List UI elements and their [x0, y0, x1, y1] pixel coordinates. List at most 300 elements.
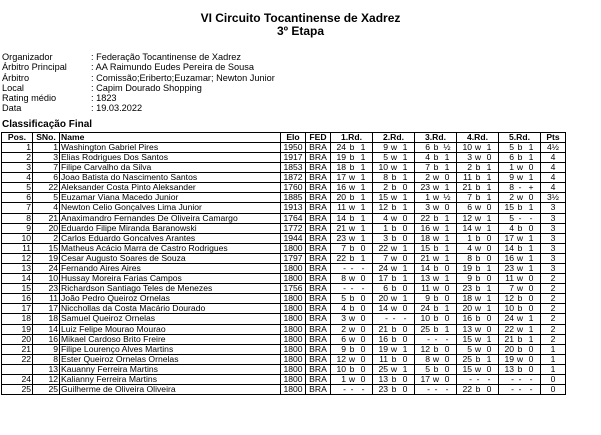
- round-opponent: 5: [383, 152, 388, 162]
- cell-name: Nicchollas da Costa Macário Dourado: [60, 304, 281, 314]
- cell-name: Hussay Moreira Farias Campos: [60, 274, 281, 284]
- cell-round-2: [373, 203, 415, 213]
- round-opponent: 6: [467, 202, 472, 213]
- round-opponent: 21: [462, 182, 472, 193]
- round-result: 0: [528, 273, 534, 284]
- round-color: b: [517, 364, 523, 374]
- section-title: Classificação Final: [2, 118, 93, 130]
- cell-pos: 18: [2, 314, 33, 324]
- round-color: w: [390, 192, 398, 203]
- round-result: 0: [402, 324, 408, 334]
- round-color: b: [475, 273, 481, 284]
- round-opponent: 20: [378, 293, 388, 304]
- cell-round-2: [373, 142, 415, 152]
- cell-round-4: [457, 243, 499, 253]
- cell-round-4: [457, 354, 499, 364]
- round-opponent: -: [427, 384, 430, 395]
- cell-round-3: [415, 334, 457, 344]
- round-result: 0: [528, 354, 534, 364]
- cell-pos: 6: [2, 193, 33, 203]
- round-color: b: [433, 364, 439, 374]
- round-color: b: [433, 344, 439, 354]
- round-color: b: [475, 384, 481, 395]
- round-opponent: 7: [509, 283, 514, 294]
- round-result: 1: [402, 263, 408, 273]
- cell-elo: 1772: [281, 223, 306, 233]
- cell-fed: BRA: [306, 364, 331, 374]
- cell-round-2: [373, 284, 415, 294]
- cell-name: Joao Batista do Nascimento Santos: [60, 173, 281, 183]
- round-result: 1: [360, 152, 366, 162]
- round-color: w: [432, 354, 440, 364]
- cell-round-1: [331, 233, 373, 243]
- cell-round-1: [331, 324, 373, 334]
- round-result: 1: [528, 313, 534, 324]
- round-result: 1: [402, 202, 408, 213]
- cell-fed: BRA: [306, 344, 331, 354]
- round-color: w: [474, 293, 482, 304]
- table-row: [2, 152, 566, 162]
- round-opponent: -: [343, 283, 346, 294]
- round-color: w: [474, 344, 482, 354]
- round-opponent: 8: [341, 273, 346, 284]
- cell-pos: 7: [2, 203, 33, 213]
- round-opponent: 1: [425, 192, 430, 203]
- cell-round-2: [373, 344, 415, 354]
- cell-round-4: [457, 324, 499, 334]
- cell-round-1: [331, 253, 373, 263]
- round-color: w: [474, 223, 482, 233]
- round-color: b: [517, 152, 523, 162]
- cell-round-5: [499, 213, 541, 223]
- cell-fed: BRA: [306, 203, 331, 213]
- round-result: 0: [444, 364, 450, 374]
- round-opponent: 21: [336, 223, 346, 233]
- cell-round-4: [457, 173, 499, 183]
- round-color: w: [474, 243, 482, 253]
- cell-fed: BRA: [306, 243, 331, 253]
- round-color: b: [391, 233, 397, 243]
- round-result: 1: [360, 172, 366, 183]
- cell-sno: 23: [33, 284, 60, 294]
- cell-round-4: [457, 213, 499, 223]
- round-color: b: [349, 152, 355, 162]
- round-opponent: 23: [420, 182, 430, 193]
- cell-round-1: [331, 314, 373, 324]
- cell-round-5: [499, 344, 541, 354]
- cell-round-1: [331, 223, 373, 233]
- round-result: -: [445, 384, 449, 395]
- cell-name: Kauanny Ferreira Martins: [60, 364, 281, 374]
- round-color: w: [516, 253, 524, 263]
- round-color: w: [516, 192, 524, 203]
- round-opponent: 14: [378, 303, 388, 314]
- cell-pts: 3½: [541, 193, 566, 203]
- round-opponent: 4: [467, 243, 472, 253]
- cell-fed: BRA: [306, 294, 331, 304]
- round-opponent: 21: [420, 253, 430, 263]
- round-opponent: 1: [467, 233, 472, 243]
- cell-round-4: [457, 163, 499, 173]
- cell-fed: BRA: [306, 375, 331, 385]
- round-opponent: 22: [336, 253, 346, 263]
- round-result: 1: [486, 223, 492, 233]
- round-opponent: 7: [383, 253, 388, 263]
- cell-sno: 1: [33, 142, 60, 152]
- cell-round-2: [373, 334, 415, 344]
- round-color: -: [434, 334, 438, 344]
- round-opponent: 12: [462, 213, 472, 223]
- round-result: 1: [360, 223, 366, 233]
- round-opponent: 5: [509, 142, 514, 152]
- round-opponent: 12: [378, 202, 388, 213]
- cell-round-5: [499, 364, 541, 374]
- round-result: 0: [486, 384, 492, 395]
- cell-round-5: [499, 294, 541, 304]
- round-opponent: 23: [462, 283, 472, 294]
- cell-round-3: [415, 314, 457, 324]
- round-color: w: [390, 344, 398, 354]
- round-color: w: [474, 364, 482, 374]
- round-color: b: [433, 324, 439, 334]
- round-color: b: [349, 243, 355, 253]
- cell-elo: 1760: [281, 183, 306, 193]
- round-opponent: 2: [467, 162, 472, 173]
- cell-pts: 2: [541, 334, 566, 344]
- round-color: b: [433, 303, 439, 314]
- cell-round-1: [331, 203, 373, 213]
- column-header: Pos.: [2, 132, 33, 142]
- round-color: w: [390, 263, 398, 273]
- round-result: 0: [444, 283, 450, 294]
- round-color: b: [349, 344, 355, 354]
- round-result: -: [361, 283, 365, 294]
- cell-round-2: [373, 163, 415, 173]
- cell-elo: 1764: [281, 213, 306, 223]
- round-color: b: [475, 263, 481, 273]
- cell-round-1: [331, 193, 373, 203]
- round-result: 1: [360, 233, 366, 243]
- round-opponent: 15: [462, 364, 472, 374]
- round-color: w: [474, 142, 482, 152]
- round-opponent: 15: [504, 202, 514, 213]
- cell-elo: 1872: [281, 173, 306, 183]
- round-color: -: [476, 374, 480, 385]
- cell-round-5: [499, 183, 541, 193]
- round-opponent: 20: [504, 344, 514, 354]
- tournament-info: [0, 52, 601, 114]
- cell-name: Anaximandro Fernandes De Oliveira Camargo: [60, 213, 281, 223]
- round-result: 0: [402, 374, 408, 385]
- cell-round-5: [499, 324, 541, 334]
- round-result: ½: [443, 142, 451, 152]
- round-opponent: 15: [378, 192, 388, 203]
- round-color: b: [517, 223, 523, 233]
- round-opponent: 2: [425, 172, 430, 183]
- round-result: 0: [486, 273, 492, 284]
- round-opponent: 20: [336, 192, 346, 203]
- round-color: w: [348, 233, 356, 243]
- cell-round-4: [457, 152, 499, 162]
- round-color: b: [475, 313, 481, 324]
- round-color: b: [517, 303, 523, 314]
- round-opponent: 23: [336, 233, 346, 243]
- cell-round-5: [499, 304, 541, 314]
- round-opponent: -: [511, 384, 514, 395]
- round-result: -: [361, 263, 365, 273]
- round-opponent: 22: [420, 213, 430, 223]
- round-opponent: 13: [462, 324, 472, 334]
- round-result: 0: [444, 172, 450, 183]
- cell-round-1: [331, 163, 373, 173]
- cell-round-4: [457, 264, 499, 274]
- round-opponent: 11: [463, 172, 472, 183]
- info-label: Data: [2, 103, 22, 114]
- cell-round-4: [457, 183, 499, 193]
- round-result: 0: [528, 192, 534, 203]
- round-result: 0: [402, 354, 408, 364]
- cell-pos: 21: [2, 344, 33, 354]
- cell-round-3: [415, 284, 457, 294]
- round-color: b: [517, 334, 523, 344]
- cell-round-3: [415, 375, 457, 385]
- round-color: -: [518, 374, 522, 385]
- round-opponent: 18: [336, 162, 346, 173]
- round-result: 0: [486, 324, 492, 334]
- round-opponent: 9: [425, 293, 430, 304]
- round-result: 1: [360, 202, 366, 213]
- column-header: Pts: [541, 132, 566, 142]
- cell-sno: 24: [33, 264, 60, 274]
- round-opponent: 10: [378, 162, 388, 173]
- cell-name: Euzamar Viana Macedo Junior: [60, 193, 281, 203]
- round-result: 0: [444, 354, 450, 364]
- round-opponent: 18: [462, 293, 472, 304]
- round-result: 0: [360, 354, 366, 364]
- round-result: 1: [402, 142, 408, 152]
- cell-fed: BRA: [306, 314, 331, 324]
- round-opponent: 14: [336, 213, 346, 223]
- round-color: w: [516, 263, 524, 273]
- round-color: b: [475, 182, 481, 193]
- round-opponent: 5: [467, 344, 472, 354]
- cell-round-2: [373, 152, 415, 162]
- cell-sno: 13: [33, 364, 60, 374]
- round-color: b: [391, 334, 397, 344]
- round-opponent: 19: [504, 354, 514, 364]
- info-row: [0, 103, 601, 113]
- round-opponent: 16: [504, 253, 514, 263]
- cell-elo: 1800: [281, 314, 306, 324]
- round-result: 0: [528, 162, 534, 173]
- round-opponent: 11: [421, 283, 430, 294]
- cell-sno: 6: [33, 173, 60, 183]
- round-color: b: [475, 233, 481, 243]
- cell-round-1: [331, 183, 373, 193]
- round-opponent: 2: [509, 192, 514, 203]
- round-opponent: 6: [509, 152, 514, 162]
- cell-round-3: [415, 364, 457, 374]
- round-color: w: [348, 223, 356, 233]
- round-opponent: 2: [341, 324, 346, 334]
- round-color: w: [516, 313, 524, 324]
- round-opponent: 17: [336, 172, 346, 183]
- round-opponent: 7: [467, 192, 472, 203]
- cell-round-3: [415, 223, 457, 233]
- cell-fed: BRA: [306, 213, 331, 223]
- cell-pos: 10: [2, 233, 33, 243]
- round-result: 0: [444, 293, 450, 304]
- cell-name: Cesar Augusto Soares de Souza: [60, 253, 281, 263]
- round-color: w: [390, 213, 398, 223]
- round-opponent: -: [469, 374, 472, 385]
- cell-sno: 17: [33, 304, 60, 314]
- round-opponent: 13: [504, 364, 514, 374]
- cell-pts: 2: [541, 314, 566, 324]
- cell-fed: BRA: [306, 253, 331, 263]
- round-opponent: 8: [467, 253, 472, 263]
- cell-pos: 24: [2, 375, 33, 385]
- column-header: FED: [306, 132, 331, 142]
- cell-pos: 2: [2, 152, 33, 162]
- cell-fed: BRA: [306, 142, 331, 152]
- round-opponent: 23: [378, 384, 388, 395]
- round-color: w: [474, 202, 482, 213]
- cell-sno: 18: [33, 314, 60, 324]
- cell-round-2: [373, 193, 415, 203]
- round-result: 0: [486, 243, 492, 253]
- round-result: 1: [444, 243, 450, 253]
- round-color: w: [474, 213, 482, 223]
- cell-round-2: [373, 223, 415, 233]
- round-result: 1: [360, 213, 366, 223]
- round-color: b: [349, 253, 355, 263]
- cell-elo: 1800: [281, 324, 306, 334]
- round-color: -: [350, 263, 354, 273]
- round-opponent: 10: [420, 313, 430, 324]
- round-color: w: [474, 303, 482, 314]
- round-result: 1: [444, 324, 450, 334]
- round-result: 1: [486, 283, 492, 294]
- round-result: 0: [528, 283, 534, 294]
- round-color: w: [516, 273, 524, 284]
- cell-pos: [2, 364, 33, 374]
- round-opponent: 1: [341, 374, 346, 385]
- round-result: 0: [444, 344, 450, 354]
- cell-elo: 1800: [281, 243, 306, 253]
- cell-round-3: [415, 253, 457, 263]
- round-color: w: [390, 142, 398, 152]
- round-result: 1: [528, 172, 534, 183]
- info-row: [0, 73, 601, 83]
- cell-round-5: [499, 142, 541, 152]
- round-opponent: 24: [420, 303, 430, 314]
- round-result: 1: [444, 233, 450, 243]
- round-result: 1: [360, 182, 366, 193]
- column-header: Elo: [281, 132, 306, 142]
- round-result: +: [528, 182, 534, 193]
- round-result: 1: [528, 152, 534, 162]
- round-result: 1: [402, 162, 408, 173]
- info-row: [0, 93, 601, 103]
- round-result: 1: [360, 253, 366, 263]
- cell-round-5: [499, 243, 541, 253]
- cell-name: Elias Rodrigues Dos Santos: [60, 152, 281, 162]
- info-value: : AA Raimundo Eudes Pereira de Sousa: [91, 62, 254, 73]
- round-opponent: 22: [462, 384, 472, 395]
- round-color: -: [434, 384, 438, 395]
- table-row: [2, 213, 566, 223]
- round-opponent: 14: [462, 223, 472, 233]
- round-result: 1: [486, 303, 492, 314]
- cell-sno: 19: [33, 253, 60, 263]
- table-header-row: [2, 132, 566, 142]
- table-row: [2, 364, 566, 374]
- cell-round-4: [457, 284, 499, 294]
- cell-fed: BRA: [306, 324, 331, 334]
- cell-sno: 10: [33, 274, 60, 284]
- column-header: 4.Rd.: [457, 132, 499, 142]
- round-result: 1: [402, 293, 408, 304]
- table-row: [2, 354, 566, 364]
- cell-round-4: [457, 223, 499, 233]
- round-opponent: 21: [378, 324, 388, 334]
- table-row: [2, 203, 566, 213]
- info-row: [0, 62, 601, 72]
- cell-round-1: [331, 364, 373, 374]
- round-result: 1: [528, 202, 534, 213]
- round-color: b: [433, 213, 439, 223]
- round-color: w: [390, 152, 398, 162]
- round-color: b: [517, 293, 523, 304]
- round-opponent: 5: [425, 364, 430, 374]
- round-color: w: [432, 202, 440, 213]
- cell-round-4: [457, 385, 499, 395]
- round-result: 0: [402, 384, 408, 395]
- cell-round-3: [415, 213, 457, 223]
- cell-sno: 20: [33, 223, 60, 233]
- round-opponent: 24: [378, 263, 388, 273]
- cell-round-3: [415, 385, 457, 395]
- round-opponent: 7: [425, 162, 430, 173]
- table-row: [2, 324, 566, 334]
- info-label: Local: [2, 82, 24, 93]
- cell-round-5: [499, 193, 541, 203]
- round-result: 1: [528, 263, 534, 273]
- round-opponent: 17: [378, 273, 388, 284]
- cell-name: Eduardo Filipe Miranda Baranowski: [60, 223, 281, 233]
- cell-round-5: [499, 334, 541, 344]
- round-result: 1: [486, 182, 492, 193]
- round-color: b: [517, 344, 523, 354]
- round-opponent: 8: [383, 172, 388, 183]
- cell-round-3: [415, 203, 457, 213]
- round-result: 0: [486, 233, 492, 243]
- round-result: 1: [486, 213, 492, 223]
- cell-elo: 1800: [281, 304, 306, 314]
- round-color: b: [433, 152, 439, 162]
- round-color: b: [349, 213, 355, 223]
- round-opponent: 10: [336, 364, 346, 374]
- tournament-subtitle: 3º Etapa: [276, 24, 325, 38]
- round-color: w: [390, 303, 398, 314]
- cell-pts: 4: [541, 173, 566, 183]
- cell-pts: 1: [541, 344, 566, 354]
- cell-name: Newton Celio Gonçalves Lima Junior: [60, 203, 281, 213]
- table-row: [2, 385, 566, 395]
- round-color: w: [432, 223, 440, 233]
- round-result: 1: [444, 223, 450, 233]
